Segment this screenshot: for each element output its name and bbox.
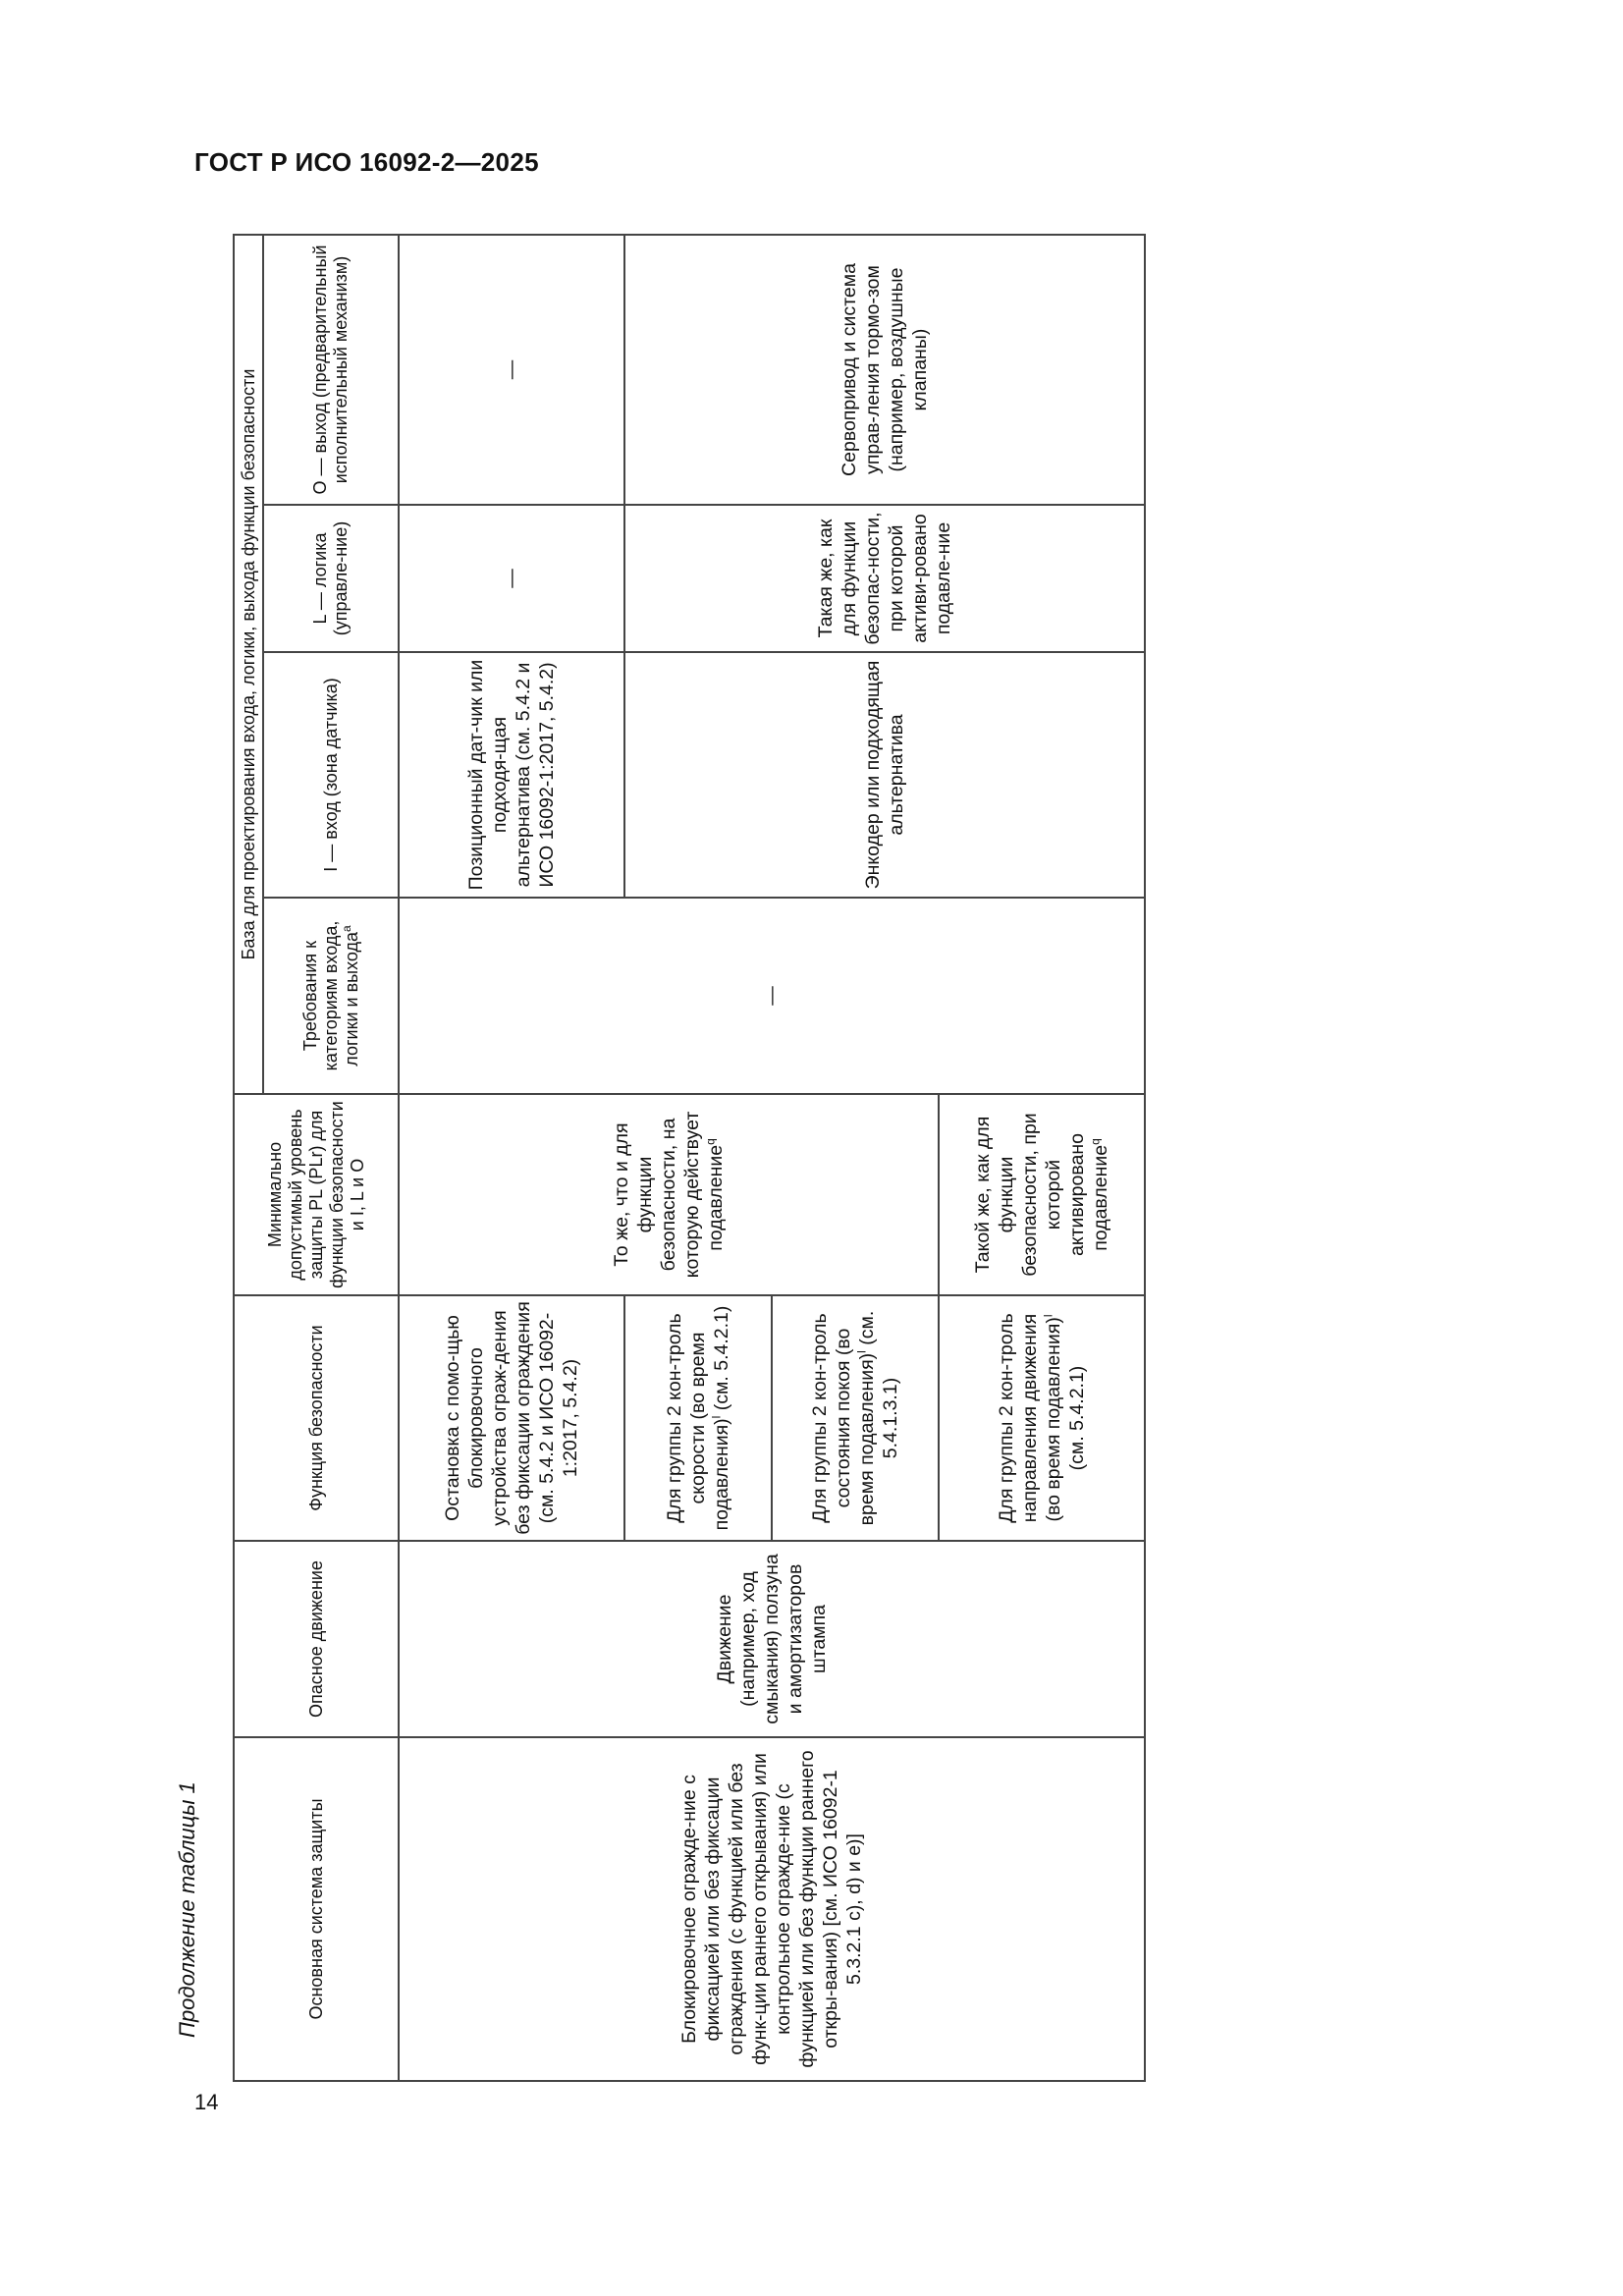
col-header-logic: L — логика (управле-ние) xyxy=(263,505,399,652)
col-header-output: O — выход (предварительный исполнительный механизм) xyxy=(263,235,399,505)
col-header-input: I — вход (зона датчика) xyxy=(263,652,399,898)
logic-cell-dash: — xyxy=(399,505,624,652)
safety-functions-table xyxy=(233,234,1146,2082)
col-header-system: Основная система защиты xyxy=(234,1737,399,2081)
col-header-motion: Опасное движение xyxy=(234,1541,399,1737)
function-cell-stop: Остановка с помо-щью блокировочного устройства ограж-дения без фиксации ограждения (см. 5.4.2 и ИСО 16092-1:2017, 5.4.2) xyxy=(399,1295,624,1541)
safety-functions-table-wrapper xyxy=(233,236,1144,2082)
function-cell-speed: Для группы 2 кон-троль скорости (во время подавления)$^l$ (см. 5.4.2.1) xyxy=(624,1295,772,1541)
col-header-categories: Требования к категориям входа, логики и выхода$^a$ xyxy=(263,898,399,1094)
categories-cell: — xyxy=(399,898,1145,1094)
output-cell-dash: — xyxy=(399,235,624,505)
pl-cell-r4: Такой же, как для функции безопасности, при которой активировано подавление$^q$ xyxy=(939,1094,1145,1295)
hazardous-motion-cell: Движение (например, ход смыкания) ползуна и амортизаторов штампа xyxy=(399,1541,1145,1737)
input-cell-position-sensor: Позиционный дат-чик или подходя-щая альтернатива (см. 5.4.2 и ИСО 16092-1:2017, 5.4.2) xyxy=(399,652,624,898)
pl-cell-same: То же, что и для функции безопасности, на которую действует подавление$^q$ xyxy=(399,1094,939,1295)
col-header-pl: Минимально допустимый уровень защиты PL (PLr) для функции безопасности и I, L и O xyxy=(234,1094,399,1295)
col-header-function: Функция безопасности xyxy=(234,1295,399,1541)
function-cell-standstill: Для группы 2 кон-троль состояния покоя (во время подавления)$^l$ (см. 5.4.1.3.1) xyxy=(772,1295,939,1541)
page-number: 14 xyxy=(194,2090,219,2114)
function-cell-direction: Для группы 2 кон-троль направления движения (во время подавления)$^l$ (см. 5.4.2.1) xyxy=(939,1295,1145,1541)
table-continuation-caption: Продолжение таблицы 1 xyxy=(175,1781,199,2038)
protection-system-cell: Блокировочное огражде-ние с фиксацией или без фиксации ограждения (с функцией или без функ-ции раннего открывания) или контрольное огражде-ние (с функцией или без функции раннего откры-вания) [см. ИСО 16092-1 5.3.2.1 c), d) и e)] xyxy=(399,1737,1145,2081)
col-header-design-basis: База для проектирования входа, логики, выхода функции безопасности xyxy=(234,235,263,1094)
input-cell-encoder: Энкодер или подходящая альтернатива xyxy=(624,652,1145,898)
output-cell-servo: Сервопривод и система управ-ления тормо-зом (например, воздушные клапаны) xyxy=(624,235,1145,505)
document-title: ГОСТ Р ИСО 16092-2—2025 xyxy=(194,147,539,177)
logic-cell-same: Такая же, как для функции безопас-ности, при которой активи-ровано подавле-ние xyxy=(624,505,1145,652)
